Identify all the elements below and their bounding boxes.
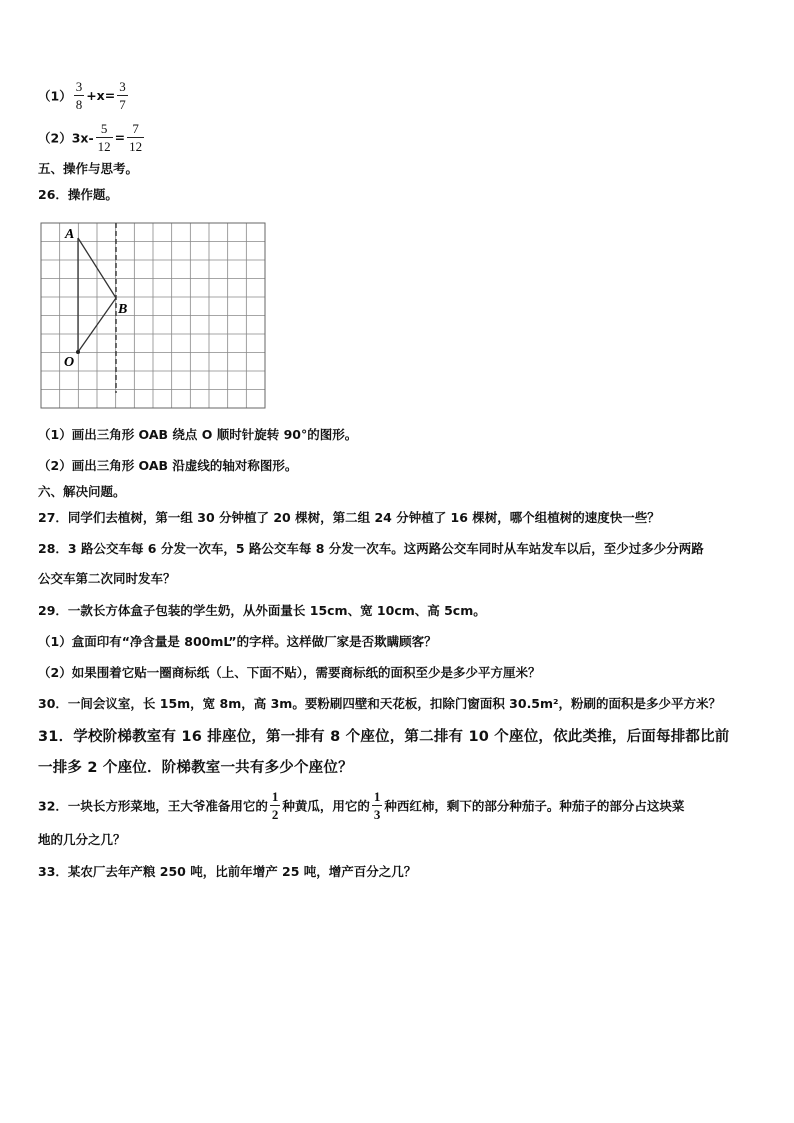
question-30: 30．一间会议室，长 15m，宽 8m，高 3m。要粉刷四壁和天花板，扣除门窗面积 30.5m²，粉刷的面积是多少平方米？ bbox=[38, 696, 722, 711]
eq2-label: （2）3x- bbox=[38, 130, 94, 146]
q32-fraction-third bbox=[372, 788, 383, 823]
label-a: A bbox=[65, 227, 75, 242]
q32-text-2: 种黄瓜，用它的 bbox=[282, 798, 370, 814]
q32-f1-denominator: 2 bbox=[271, 807, 279, 822]
eq1-f1-denominator: 8 bbox=[75, 97, 83, 112]
q32-text-1: 32．一块长方形菜地，王大爷准备用它的 bbox=[38, 798, 268, 814]
question-29-part-1: （1）盒面印有“净含量是 800mL”的字样。这样做厂家是否欺瞒顾客？ bbox=[38, 634, 437, 649]
label-b: B bbox=[118, 302, 128, 317]
grid-lines bbox=[41, 223, 265, 408]
eq2-f2-numerator: 7 bbox=[127, 120, 144, 138]
q32-f2-denominator: 3 bbox=[373, 807, 381, 822]
eq1-label: （1） bbox=[38, 88, 72, 104]
question-33: 33．某农厂去年产粮 250 吨，比前年增产 25 吨，增产百分之几？ bbox=[38, 864, 417, 879]
question-32-line-1 bbox=[38, 788, 684, 823]
question-26-title: 26．操作题。 bbox=[38, 187, 118, 202]
question-27: 27．同学们去植树，第一组 30 分钟植了 20 棵树，第二组 24 分钟植了 16 棵树，哪个组植树的速度快一些？ bbox=[38, 510, 660, 525]
eq2-f1-numerator: 5 bbox=[96, 120, 113, 138]
q32-fraction-half bbox=[270, 788, 281, 823]
question-31-line-1: 31．学校阶梯教室有 16 排座位，第一排有 8 个座位，第二排有 10 个座位，依此类推，后面每排都比前 bbox=[38, 729, 730, 745]
eq2-operator: = bbox=[114, 130, 126, 145]
q32-f1-numerator: 1 bbox=[271, 789, 279, 804]
question-26-part-2: （2）画出三角形 OAB 沿虚线的轴对称图形。 bbox=[38, 458, 298, 473]
q32-f2-numerator: 1 bbox=[373, 789, 381, 804]
question-29: 29．一款长方体盒子包装的学生奶，从外面量长 15cm、宽 10cm、高 5cm。 bbox=[38, 603, 486, 618]
section-5-heading: 五、操作与思考。 bbox=[38, 161, 139, 176]
question-26-part-1: （1）画出三角形 OAB 绕点 O 顺时针旋转 90°的图形。 bbox=[38, 427, 358, 442]
question-31-line-2: 一排多 2 个座位．阶梯教室一共有多少个座位？ bbox=[38, 760, 353, 776]
point-o-dot bbox=[76, 350, 80, 354]
eq1-f1-numerator: 3 bbox=[75, 79, 83, 94]
question-28-line-1: 28．3 路公交车每 6 分发一次车，5 路公交车每 8 分发一次车。这两路公交车同时从车站发车以后，至少过多少分两路 bbox=[38, 541, 704, 556]
q32-text-3: 种西红柿，剩下的部分种茄子。种茄子的部分占这块菜 bbox=[384, 798, 685, 814]
eq1-operator: +x= bbox=[86, 88, 116, 103]
eq2-f1-denominator: 12 bbox=[97, 139, 111, 154]
question-32-line-2: 地的几分之几？ bbox=[38, 832, 126, 847]
section-6-heading: 六、解决问题。 bbox=[38, 484, 126, 499]
eq1-f2-numerator: 3 bbox=[119, 79, 126, 94]
label-o: O bbox=[64, 355, 75, 370]
question-29-part-2: （2）如果围着它贴一圈商标纸（上、下面不贴），需要商标纸的面积至少是多少平方厘米？ bbox=[38, 665, 541, 680]
eq1-f2-denominator: 7 bbox=[119, 97, 126, 112]
eq2-f2-denominator: 12 bbox=[129, 139, 143, 154]
question-28-line-2: 公交车第二次同时发车？ bbox=[38, 571, 176, 586]
